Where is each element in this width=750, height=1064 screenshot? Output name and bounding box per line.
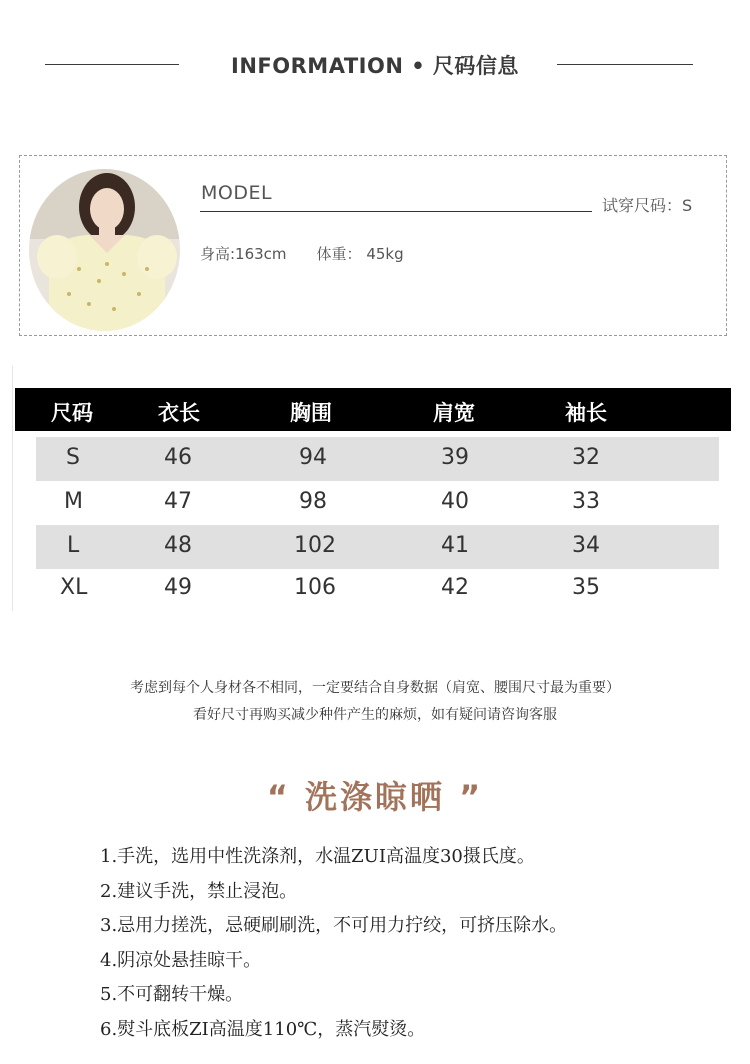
table-row [36,481,719,525]
cell-shoulder: 42 [441,575,469,600]
size-table-header [15,388,731,431]
cell-sleeve: 35 [572,575,600,600]
table-row [36,437,719,481]
list-item: 6.熨斗底板ZI高温度110℃，蒸汽熨烫。 [100,1018,426,1040]
care-title: “ 洗涤晾晒 ” [266,778,484,816]
column-header-shoulder: 肩宽 [433,401,475,425]
table-row [36,525,719,569]
cell-size: L [67,533,80,558]
header-divider-right [557,64,693,65]
cell-bust: 94 [299,445,327,470]
size-note-2: 看好尺寸再购买减少种件产生的麻烦，如有疑问请咨询客服 [193,707,557,723]
cell-bust: 102 [294,533,336,558]
table-edge-line [12,366,13,611]
model-label: MODEL [201,182,273,204]
cell-sleeve: 32 [572,445,600,470]
cell-length: 47 [164,489,192,514]
column-header-sleeve: 袖长 [565,401,607,425]
cell-sleeve: 33 [572,489,600,514]
header-divider-left [45,64,179,65]
cell-length: 48 [164,533,192,558]
size-note-1: 考虑到每个人身材各不相同，一定要结合自身数据（肩宽、腰围尺寸最为重要） [130,680,620,696]
list-item: 5.不可翻转干燥。 [100,984,244,1005]
list-item: 3.忌用力搓洗，忌硬刷刷洗，不可用力拧绞，可挤压除水。 [100,915,568,936]
cell-bust: 106 [294,575,336,600]
table-row [36,567,719,611]
column-header-bust: 胸围 [290,401,332,425]
cell-sleeve: 34 [572,533,600,558]
cell-size: S [66,445,80,470]
list-item: 2.建议手洗，禁止浸泡。 [100,880,298,902]
model-height: 身高:163cm [200,245,287,263]
model-size-tried: 试穿尺码：S [602,196,693,215]
list-item: 1.手洗，选用中性洗涤剂，水温ZUI高温度30摄氏度。 [100,846,535,867]
model-underline [200,211,592,212]
cell-shoulder: 40 [441,489,469,514]
column-header-length: 衣长 [158,401,200,425]
cell-size: M [64,489,83,514]
model-photo [29,169,180,331]
cell-length: 46 [164,445,192,470]
model-weight: 体重： 45kg [316,245,404,263]
section-title: INFORMATION • 尺码信息 [231,54,519,78]
cell-size: XL [60,575,88,600]
care-instructions [100,842,567,1049]
model-stats [200,243,404,264]
list-item: 4.阴凉处悬挂晾干。 [100,949,262,971]
cell-length: 49 [164,575,192,600]
column-header-size: 尺码 [51,401,93,425]
cell-shoulder: 39 [441,445,469,470]
cell-shoulder: 41 [441,533,469,558]
cell-bust: 98 [299,489,327,514]
